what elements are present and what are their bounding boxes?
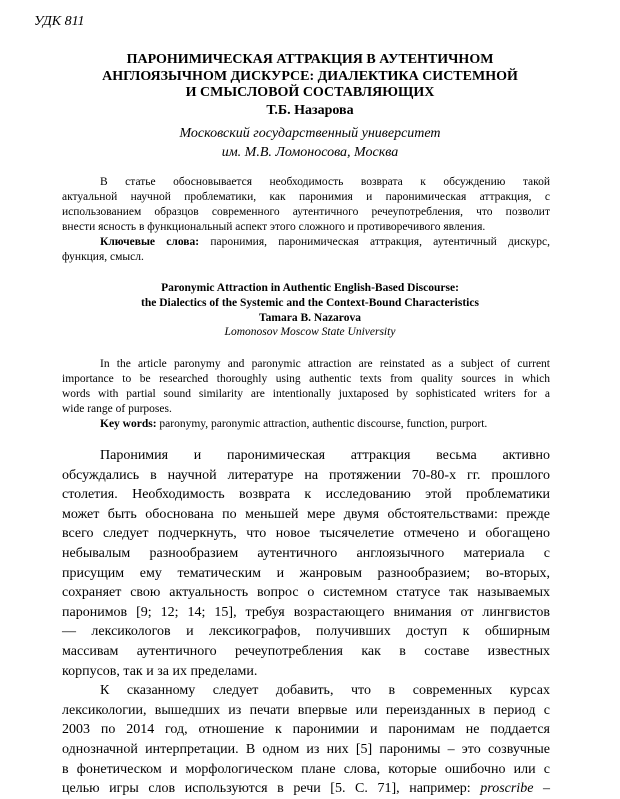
body-line-last	[62, 779, 550, 799]
title-line: ПАРОНИМИЧЕСКАЯ АТТРАКЦИЯ В АУТЕНТИЧНОМ	[126, 52, 494, 67]
body-line: в фонетическом и морфологическом плане слова, которые ошибочно или с	[62, 761, 550, 777]
body-line: К сказанному следует добавить, что в современных курсах	[100, 683, 550, 699]
english-affiliation: Lomonosov Moscow State University	[224, 326, 396, 338]
body-line: лексикологии, вышедших из печати впервые или переизданных в период с	[62, 702, 550, 718]
abstract-ru	[62, 175, 550, 265]
keywords-en	[62, 417, 550, 432]
affiliation-line: им. М.В. Ломоносова, Москва	[221, 145, 399, 160]
article-title	[60, 52, 560, 102]
udk-code: УДК 811	[34, 14, 85, 29]
body-line: Паронимия и паронимическая аттракция весьма активно	[100, 448, 550, 463]
english-title-line: Paronymic Attraction in Authentic English-Based Discourse:	[161, 282, 459, 294]
body-line: всего следует подчеркнуть, что новое тысячелетие отмечено и обогащено	[62, 526, 550, 542]
body-line: — лексикологов и лексикографов, получивших доступ к обширным	[62, 624, 550, 640]
affiliation	[60, 124, 560, 162]
english-title	[60, 281, 560, 326]
body-line: сохраняет свою актуальность вопрос о системном статусе так называемых	[62, 585, 550, 601]
keywords-label: Key words:	[100, 418, 157, 430]
affiliation-line: Московский государственный университет	[179, 126, 441, 141]
author-name: Т.Б. Назарова	[266, 103, 354, 118]
body-line: массивам аутентичного речеупотребления как в составе известных	[62, 643, 550, 659]
body-line: столетия. Необходимость возврата к исследованию этой проблематики	[62, 487, 550, 503]
abstract-line: В статье обосновывается необходимость возврата к обсуждению такой	[100, 176, 550, 188]
body-text: целью игры слов используются в речи [5. С. 71], например:	[62, 781, 481, 797]
abstract-line: внести ясность в функциональный аспект этого сложного и противоречивого явления.	[62, 221, 486, 233]
keywords-ru	[62, 235, 550, 250]
abstract-line: wide range of purposes.	[62, 403, 172, 415]
body-line: паронимов [9; 12; 14; 15], требуя возрастающего внимания от лингвистов	[62, 604, 550, 620]
abstract-line: актуальной научной проблематики, как паронимия и паронимическая аттракция, с	[62, 191, 550, 203]
english-author: Tamara B. Nazarova	[259, 312, 361, 324]
keywords-ru-cont: функция, смысл.	[62, 251, 144, 263]
body-text: –	[533, 781, 551, 797]
abstract-line: In the article paronymy and paronymic attraction are reinstated as a subject of current	[100, 358, 550, 370]
english-title-line: the Dialectics of the Systemic and the Context-Bound Characteristics	[141, 297, 479, 309]
body-line: может быть обоснована по меньшей мере двумя обстоятельствами: прежде	[62, 506, 550, 522]
body-line: небывалым разнообразием аутентичного англоязычного материала с	[62, 545, 550, 561]
keywords-text: паронимия, паронимическая аттракция, аутентичный дискурс,	[199, 236, 550, 248]
title-line: АНГЛОЯЗЫЧНОМ ДИСКУРСЕ: ДИАЛЕКТИКА СИСТЕМНОЙ	[102, 68, 518, 84]
article-body	[62, 446, 550, 799]
keywords-text: paronymy, paronymic attraction, authentic discourse, function, purport.	[156, 418, 488, 430]
abstract-line: использованием образцов современного аутентичного речеупотребления, что позволит	[62, 206, 550, 218]
body-line: 2003 по 2014 год, отношение к паронимии и паронимам не поддается	[62, 722, 550, 738]
body-line: обсуждались в научной литературе на протяжении 70-80-х гг. прошлого	[62, 467, 550, 483]
abstract-en	[62, 357, 550, 432]
body-line: однозначной интерпретации. В одном из них [5] паронимы – это созвучные	[62, 741, 550, 757]
title-line: И СМЫСЛОВОЙ СОСТАВЛЯЮЩИХ	[185, 85, 435, 100]
keywords-label: Ключевые слова:	[100, 236, 200, 248]
body-line: присущим ему тематическим и жанровым разнообразием; во-вторых,	[62, 565, 550, 581]
body-line: корпусов, так и за их пределами.	[62, 663, 258, 679]
abstract-line: words with partial sound similarity are intentionally juxtaposed by sophisticated writers for a	[62, 388, 550, 400]
abstract-line: importance to be researched thoroughly using authentic texts from quality sources in which	[62, 373, 550, 385]
example-word: proscribe	[480, 781, 534, 797]
